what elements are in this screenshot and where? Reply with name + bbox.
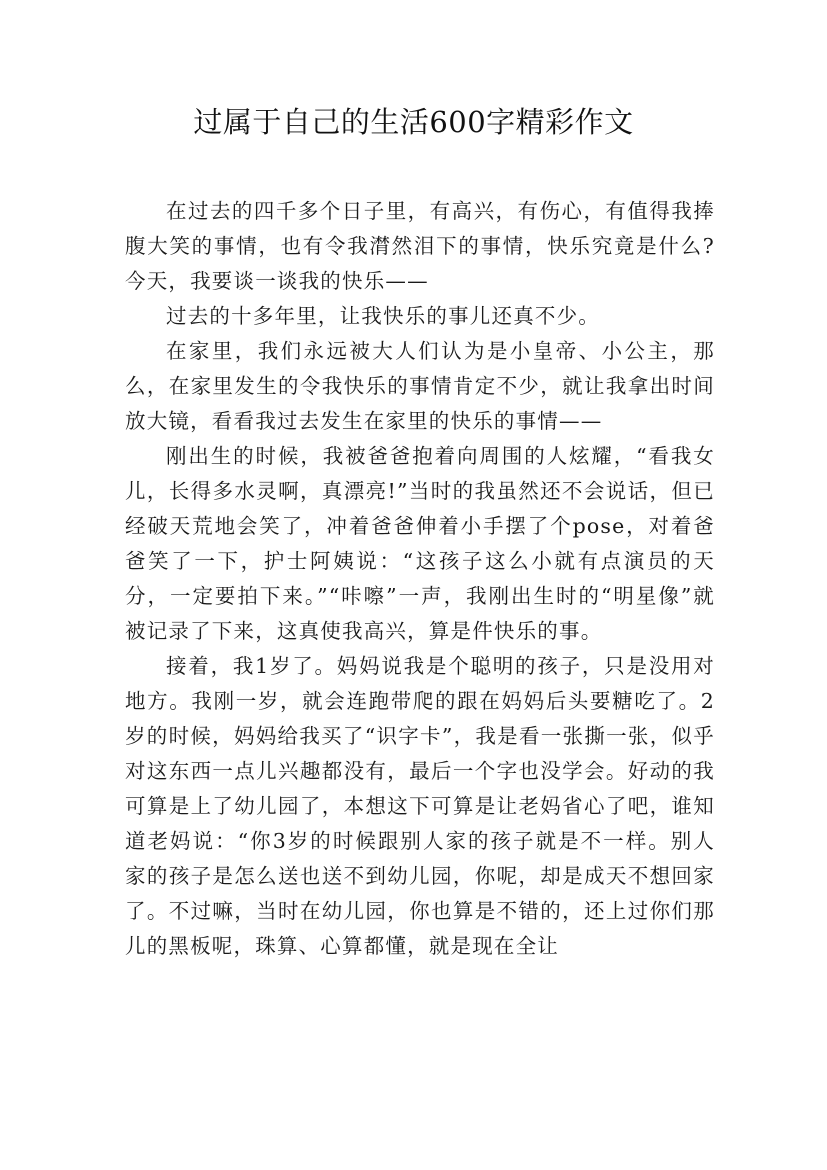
paragraph-2: 过去的十多年里，让我快乐的事儿还真不少。 — [166, 304, 600, 328]
document-title: 过属于自己的生活600字精彩作文 — [193, 105, 634, 139]
document-body — [125, 194, 715, 964]
paragraph-1: 在过去的四千多个日子里，有高兴，有伤心，有值得我捧腹大笑的事情，也有令我潸然泪下的事情，快乐究竟是什么?今天，我要谈一谈我的快乐—— — [125, 199, 715, 293]
paragraph-3: 在家里，我们永远被大人们认为是小皇帝、小公主，那么，在家里发生的令我快乐的事情肯定不少，就让我拿出时间放大镜，看看我过去发生在家里的快乐的事情—— — [125, 339, 715, 433]
paragraph-5: 接着，我1岁了。妈妈说我是个聪明的孩子，只是没用对地方。我刚一岁，就会连跑带爬的跟在妈妈后头要糖吃了。2岁的时候，妈妈给我买了“识字卡”，我是看一张撕一张，似乎对这东西一点儿兴趣都没有，最后一个字也没学会。好动的我可算是上了幼儿园了，本想这下可算是让老妈省心了吧，谁知道老妈说：“你3岁的时候跟别人家的孩子就是不一样。别人家的孩子是怎么送也送不到幼儿园，你呢，却是成天不想回家了。不过嘛，当时在幼儿园，你也算是不错的，还上过你们那儿的黑板呢，珠算、心算都懂，就是现在全让 — [125, 654, 715, 958]
paragraph-4: 刚出生的时候，我被爸爸抱着向周围的人炫耀，“看我女儿，长得多水灵啊，真漂亮!”当时的我虽然还不会说话，但已经破天荒地会笑了，冲着爸爸伸着小手摆了个pose，对着爸爸笑了一下，护士阿姨说：“这孩子这么小就有点演员的天分，一定要拍下来。”“咔嚓”一声，我刚出生时的“明星像”就被记录了下来，这真使我高兴，算是件快乐的事。 — [125, 444, 715, 643]
